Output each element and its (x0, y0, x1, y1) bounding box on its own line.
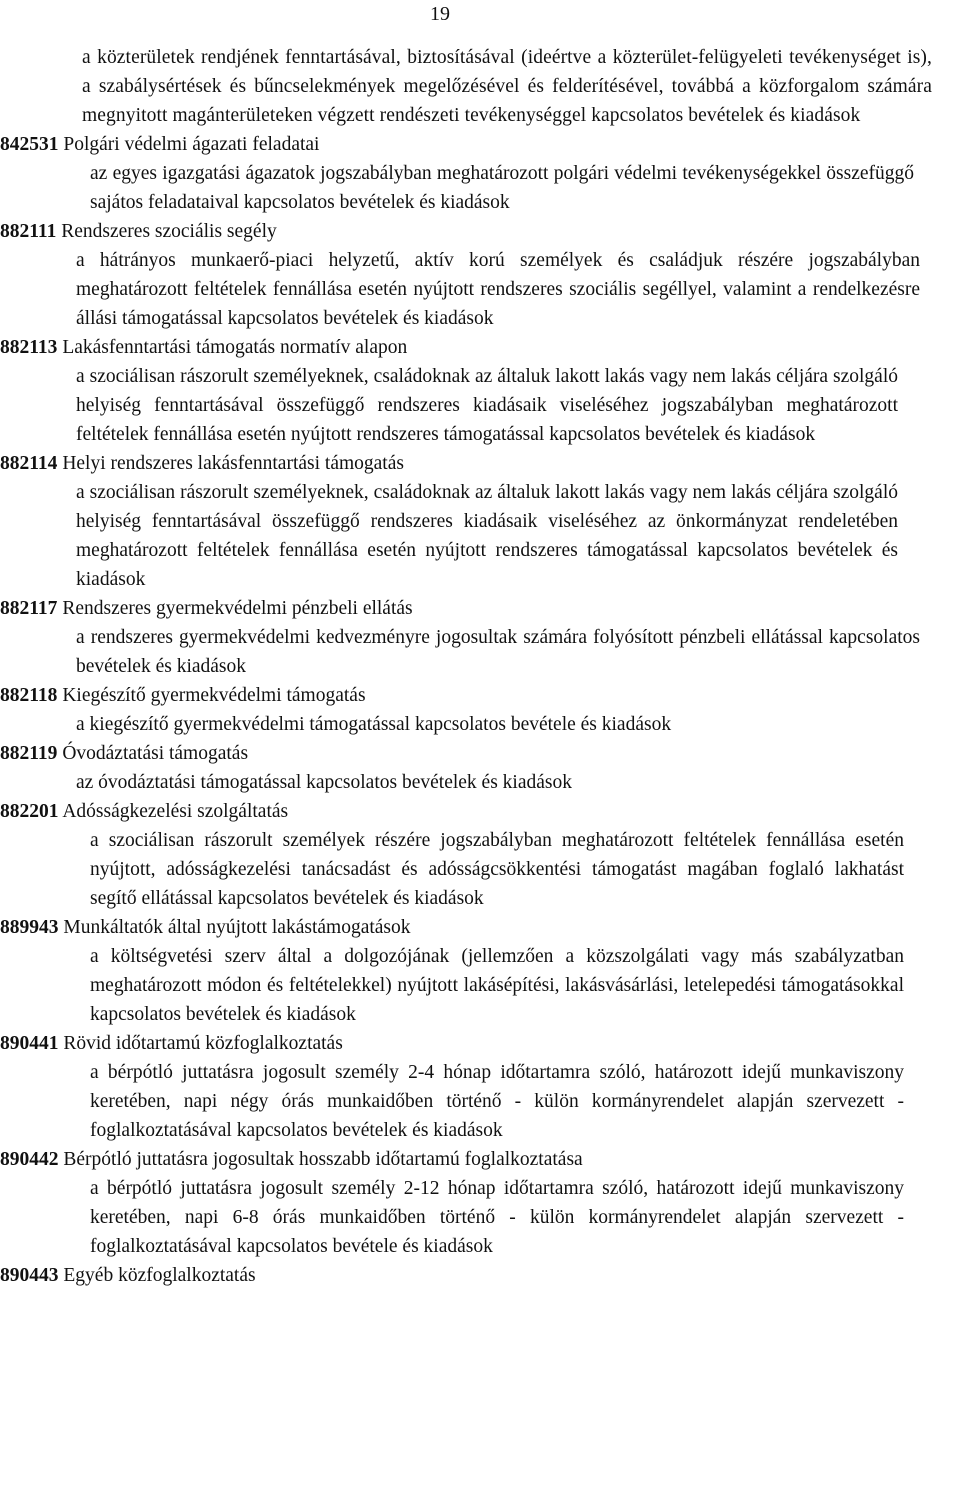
intro-paragraph: a közterületek rendjének fenntartásával, biztosításával (ideértve a közterület-felügyeleti tevékenységet is), a szabálysértések és bűncselekmények megelőzésével és felderítésével, továbbá a közforgalom számára megnyitott magánterületeken végzett rendészeti tevékenységgel kapcsolatos bevételek és kiadások (82, 47, 932, 126)
entry-heading (0, 797, 960, 826)
entry-description: a bérpótló juttatásra jogosult személy 2-12 hónap időtartamra szóló, határozott idejű munkaviszony keretében, napi 6-8 órás munkaidőben történő - külön kormányrendelet alapján szervezett - foglalkoztatásával kapcsolatos bevétele és kiadások (90, 1178, 904, 1257)
entry-title: Lakásfenntartási támogatás normatív alapon (62, 337, 408, 358)
entry-code: 890443 (0, 1265, 59, 1286)
entry-heading (0, 1029, 960, 1058)
entry-description: a kiegészítő gyermekvédelmi támogatással kapcsolatos bevétele és kiadások (76, 714, 672, 735)
entry-description: a rendszeres gyermekvédelmi kedvezményre jogosultak számára folyósított pénzbeli ellátással kapcsolatos bevételek és kiadások (76, 627, 920, 677)
entry-title: Rövid időtartamú közfoglalkoztatás (63, 1033, 343, 1054)
entry-code: 882114 (0, 453, 58, 474)
entry-heading (0, 217, 960, 246)
entry-title: Adósságkezelési szolgáltatás (62, 801, 289, 822)
entry-code: 882113 (0, 337, 58, 358)
entry-842531 (0, 130, 960, 217)
entry-description: a költségvetési szerv által a dolgozójának (jellemzően a közszolgálati vagy más szabályzatban meghatározott módon és feltételekkel) nyújtott lakásépítési, lakásvásárlási, letelepedési támogatásokkal kapcsolatos bevételek és kiadások (90, 946, 904, 1025)
entry-889943 (0, 913, 960, 1029)
entry-heading (0, 1145, 960, 1174)
entry-description: a hátrányos munkaerő-piaci helyzetű, aktív korú személyek és családjuk részére jogszabályban meghatározott feltételek fennállása esetén nyújtott rendszeres szociális segéllyel, valamint a rendelkezésre állási támogatással kapcsolatos bevételek és kiadások (76, 250, 920, 329)
entry-882119 (0, 739, 960, 797)
entry-code: 842531 (0, 134, 59, 155)
entry-description: az óvodáztatási támogatással kapcsolatos bevételek és kiadások (76, 772, 572, 793)
entry-882117 (0, 594, 960, 681)
entry-heading (0, 333, 960, 362)
entry-heading (0, 594, 960, 623)
entry-title: Polgári védelmi ágazati feladatai (63, 134, 320, 155)
entry-code: 882201 (0, 801, 59, 822)
entry-title: Helyi rendszeres lakásfenntartási támogatás (62, 453, 404, 474)
entry-code: 882119 (0, 743, 58, 764)
entry-title: Rendszeres gyermekvédelmi pénzbeli ellátás (62, 598, 413, 619)
entry-882111 (0, 217, 960, 333)
entry-890442 (0, 1145, 960, 1261)
entry-title: Rendszeres szociális segély (61, 221, 277, 242)
entry-heading (0, 1261, 960, 1290)
entry-title: Munkáltatók által nyújtott lakástámogatások (63, 917, 411, 938)
entry-description: a szociálisan rászorult személyeknek, családoknak az általuk lakott lakás vagy nem lakás céljára szolgáló helyiség fenntartásával összefüggő rendszeres kiadásaik viseléséhez jogszabályban meghatározott feltételek fennállása esetén nyújtott rendszeres támogatással kapcsolatos bevételek és kiadások (76, 366, 898, 445)
entry-882201 (0, 797, 960, 913)
entry-code: 889943 (0, 917, 59, 938)
entry-description: a szociálisan rászorult személyeknek, családoknak az általuk lakott lakás vagy nem lakás céljára szolgáló helyiség fenntartásával összefüggő rendszeres kiadásaik viseléséhez az önkormányzat rendeletében meghatározott feltételek fennállása esetén nyújtott rendszeres támogatással kapcsolatos bevételek és kiadások (76, 482, 898, 590)
entry-heading (0, 449, 960, 478)
entry-description: az egyes igazgatási ágazatok jogszabályban meghatározott polgári védelmi tevékenységekkel összefüggő sajátos feladataival kapcsolatos bevételek és kiadások (90, 163, 914, 213)
entry-title: Egyéb közfoglalkoztatás (63, 1265, 256, 1286)
entry-title: Kiegészítő gyermekvédelmi támogatás (62, 685, 366, 706)
entry-code: 890441 (0, 1033, 59, 1054)
entry-code: 882117 (0, 598, 58, 619)
entry-882114 (0, 449, 960, 594)
entry-890443 (0, 1261, 960, 1290)
entry-heading (0, 913, 960, 942)
page-number: 19 (430, 3, 450, 25)
entry-title: Óvodáztatási támogatás (62, 743, 249, 764)
entry-description: a bérpótló juttatásra jogosult személy 2-4 hónap időtartamra szóló, határozott idejű munkaviszony keretében, napi négy órás munkaidőben történő - külön kormányrendelet alapján szervezett - foglalkoztatásával kapcsolatos bevételek és kiadások (90, 1062, 904, 1141)
entry-heading (0, 739, 960, 768)
entry-heading (0, 681, 960, 710)
entry-code: 882111 (0, 221, 57, 242)
document-body (0, 43, 960, 1290)
entry-890441 (0, 1029, 960, 1145)
entry-title: Bérpótló juttatásra jogosultak hosszabb időtartamú foglalkoztatása (63, 1149, 583, 1170)
entry-882118 (0, 681, 960, 739)
entry-heading (0, 130, 960, 159)
entry-code: 890442 (0, 1149, 59, 1170)
entry-description: a szociálisan rászorult személyek részére jogszabályban meghatározott feltételek fennállása esetén nyújtott, adósságkezelési tanácsadást és adósságcsökkentési támogatást magában foglaló lakhatást segítő ellátással kapcsolatos bevételek és kiadások (90, 830, 904, 909)
entry-882113 (0, 333, 960, 449)
entry-code: 882118 (0, 685, 58, 706)
